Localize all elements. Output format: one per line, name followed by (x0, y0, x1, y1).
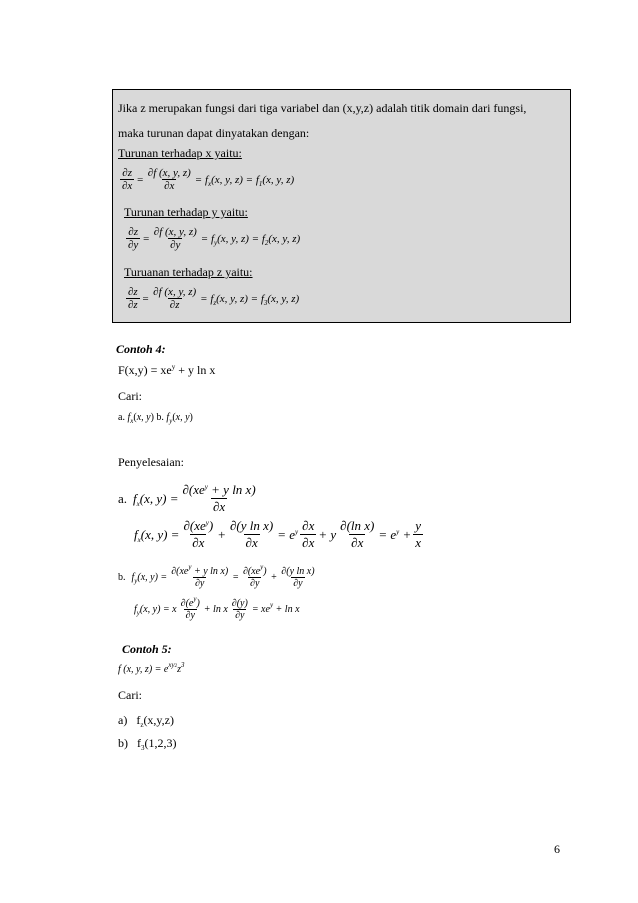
example-5-item-a: a) $f_z(x,y,z)$ (118, 713, 174, 729)
solution-b-line-2: $f_y(x$, y) = x $\partial(e^y)$ ∂y + ln x $\frac{\partial(y)}{\partial y}$ = $xe^y + \ln x$ (134, 595, 300, 621)
formula-z: ∂z ∂z = $\frac{\partial f (x, y, z)}{\partial z}$ = $f_z(x$, y, $z) = f_3(x$, y, z) (128, 286, 300, 311)
formula-y: ∂z ∂y = $\frac{\partial f (x, y, z)}{\partial y}$ = $f_y(x$, y, $z) = f_2(x$, y, z) (128, 226, 301, 251)
intro-line-2: maka turunan dapat dinyatakan dengan: (118, 126, 310, 140)
solution-label: Penyelesaian: (118, 455, 184, 469)
solution-b-line-1: b. $f_y(x$, y) = $\partial(xe^y + y$ ln x) ∂y = $\partial(xe^y)$ ∂y + ∂(y ln x) ∂y (118, 563, 315, 589)
example-5-item-b: b) $f_3(1,2,3)$ (118, 736, 177, 752)
formula-x: ∂z ∂x = $\frac{\partial f (x, y, z)}{\partial x}$ = $f_x(x$, y, $z) = f_1(x$, y, z) (122, 167, 295, 192)
example-4-question: a. $f_x(x$, y) b. $f_y(x$, y) (118, 412, 193, 425)
page-number: 6 (554, 842, 560, 856)
intro-line-1: Jika z merupakan fungsi dari tiga variabel dan (x,y,z) adalah titik domain dari fungsi, (118, 101, 527, 115)
solution-a-line-1: a. $f_x(x$, y) = $\partial(xe^y + y$ ln x) ∂x (118, 482, 256, 514)
example-5-cari: Cari: (118, 688, 142, 702)
example-5-function: f (x, y, z) = e xy2 z 3 (118, 660, 185, 675)
solution-a-line-2: $f_x(x$, y) = $\partial(xe^y)$ ∂x + $\frac{\text{∂(y ln x)}}{\partial x}$ = $e^y$ ∂x ∂x + y $\frac{\text{∂(ln x)}}{\partial x}$ = $e^y$ + $\frac{y}{x}$ (134, 518, 422, 550)
example-4-function: $F(x,y) = xe^y + y$ ln x (118, 363, 216, 377)
heading-turunan-y: Turunan terhadap y yaitu: (124, 205, 248, 219)
example-4-cari: Cari: (118, 389, 142, 403)
example-5-title: Contoh 5: (122, 642, 172, 656)
heading-turunan-z: Turuanan terhadap z yaitu: (124, 265, 253, 279)
example-4-title: Contoh 4: (116, 342, 166, 356)
heading-turunan-x: Turunan terhadap x yaitu: (118, 146, 242, 160)
